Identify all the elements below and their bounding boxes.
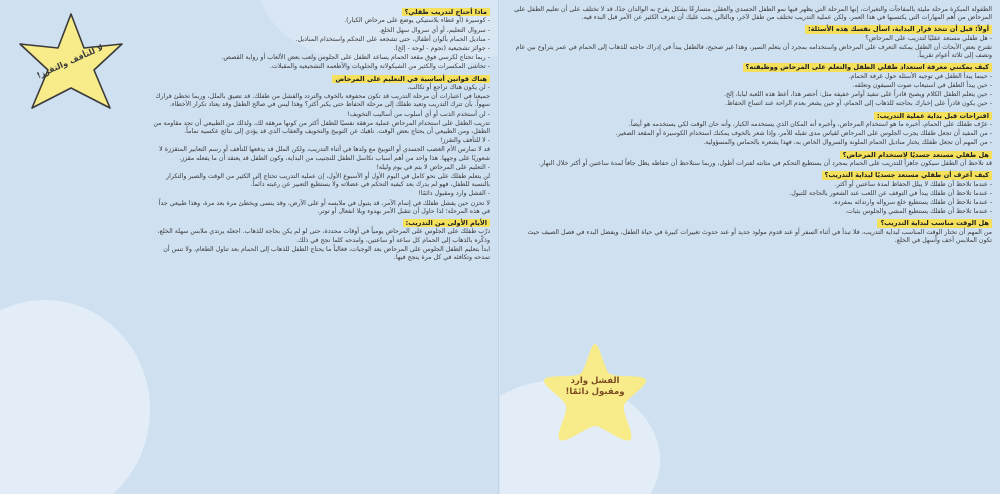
paragraph: - كوسيرة (أو غطاء بلاستيكي يوضع على مرحاض الكبار). [344,17,490,25]
paragraph: - هل طفلي مستعد عقليًا لتدريب على المرحاض؟ [865,34,992,42]
section-heading: كيف يمكنني معرفة استعداد طفلي الطفل والتعلم على المرحاض ووظيفته؟ [743,63,992,71]
tilted-sticker-text: لا للتأفف والتقزز! [35,42,105,81]
paragraph: - تحاشى المكسرات والكثير من الشيكولاتة والحلويات والأطعمة التشجيعية والمقبلات. [269,63,490,71]
paragraph: تدريب الطفل على استخدام المرحاض عملية مرهقة نفسيًا للطفل أكثر من كونها مرهقة لك، ولذلك من الطبيعي أن تجد مقاومة من الطفل، ومن الطبيعي أن يحتاج بعض الوقت. ناهيك عن التوبيخ والتخويف والعقاب الذي قد يؤدي إلى نتائج عكسية تماماً. [153,119,490,136]
section-heading: أولاً: قبل أن تتخذ قرار البداية، اسأل نفسك هذه الأسئلة: [805,25,992,33]
paragraph: قد لا تمارس الأم الغضب الجسدي أو التوبيخ مع ولدها في أثناء التدريب، ولكن الملل قد يدفعها للتأفف أو رسم التعابير المتقززة لا شعوريًا على وجهها. هذا واحد من أهم أسباب تكاسل الطفل للتجنيب من البداية، وكون الطفل قد يعتقد أن ما يفعله مقزز. [159,146,490,162]
section-heading: ماذا أحتاج لتدريب طفلي؟ [402,8,490,16]
right-page [500,0,1000,494]
right-text-column [514,6,992,490]
bottom-sticker-text: الفشل وارد ومقبول دائمًا! [565,376,625,397]
paragraph: - حين يتعلم الطفل الكلام ويصبح قادراً على تنفيذ أوامر خفيفة مثل: أحضر هذا، أعط هذه اللعبة لبابا، إلخ. [723,91,992,99]
left-text-column [150,6,490,490]
paragraph: - سروال التعليم، أو أي سروال سهل الخلع. [379,26,490,34]
paragraph: - لن أستخدم الذنب أو أي أسلوب من أساليب التخويف! [347,110,490,118]
paragraph: الطفولة المبكرة مرحلة مليئة بالمفاجآت والتغيرات، إنها المرحلة التي يظهر فيها نمو الطفل الجسدي والعقلي متسارعًا بشكل يفرح به الوالدان جدًا، قد لا تختلف على أن تعليم الطفل على المرحاض من أهم المهارات التي يكتسبها في هذا العمر، ولكن عملية التدريب تختلف من طفل لآخر، وبالتالي يجب عليك أن تعرف الكثير عن الأمر قبل البدء فيه. [514,6,992,22]
section-heading: الأيام الأولى من التدريب: [403,219,490,227]
paragraph: جميعنا في اعتبارات أن مرحلة التدريب قد تكون محفوفة بالخوف والتردد والفشل من طفلك. قد تضيق بالملل، وربما تخطئ قرارك سهواً. بأن تترك التدريب وتعيد طفلك إلى مرحلة الحفاظ حتى يكبر أكثر؟ وهذا ليس في صالح الطفل وقد يعتاد تكرار الأخطاء. [155,93,490,109]
tilted-star-sticker [12,8,130,126]
paragraph: - مناديل الحمام بألوان أطفال، حتى تشجعه على التحكم واستخدام المناديل. [295,35,490,43]
paragraph: - عندما تلاحظ أن طفلك لا يبلل الحفاظ لمدة ساعتين أو أكثر. [834,180,992,188]
section-heading: هناك قوانين أساسية في التعليم على المرحاض [332,75,490,83]
paragraph: تقترح بعض الأبحاث أن الطفل يمكنه التعرف على المرحاض واستخدامه بمجرد أن يتعلم السير، وهذا غير صحيح، فالطفل يبدأ في إدراك حاجته للذهاب إلى الحمام في عمر يتراوح بين عام ونصف إلى ثلاثة أعوام تقريباً. [515,44,992,60]
paragraph: ابدأ بتعليم الطفل الجلوس على المرحاض بعد الوجبات، فغالباً ما يحتاج الطفل للذهاب إلى الحمام بعد تناول الطعام، ولا تنس أن تمدحه وتكافئه في كل مرة ينجح فيها. [163,245,490,262]
paragraph: - عندما تلاحظ أن طفلك يبدأ في التوقف عن اللعب عند الشعور بالحاجة للتبول. [789,189,992,197]
paragraph: - الفشل وارد ومقبول دائمًا! [418,190,490,198]
paragraph: لن يتعلم طفلك على نحو كامل في اليوم الأول أو الأسبوع الأول، إن عملية التدريب تحتاج إلى الكثير من الوقت والصبر والتكرار بالنسبة للطفل، فهو لم يدرك بعد كيفية التحكم في عضلاته ولا يستطيع التعبير عن رغبته دائماً. [166,173,490,189]
paragraph: - لن يكون هناك تراجع أو تكالب. [407,84,490,92]
paragraph: - ربما تحتاج لكرسي فوق مقعد الحمام يساعد الطفل على الجلوس ولعب بعض الألعاب أو رواية القصص. [221,54,490,62]
section-heading: هل طفلي مستعد جسديًا لاستخدام المرحاض؟ [840,151,992,159]
background-blob [0,300,150,494]
paragraph: - جوائز تشجيعية (نجوم - لوحة - إلخ). [393,45,490,53]
section-heading: هل الوقت مناسب لبداية التدريب؟ [877,219,992,227]
paragraph: - عندما تلاحظ أن طفلك يستطيع المشي والجلوس بثبات. [845,208,992,216]
paragraph: - من المهم أن تجعل طفلك يختار مناديل الحمام الملونة والسروال الخاص به، فهذا يشعره بالحماس والمسؤولية. [703,139,992,147]
paragraph: - حينما يبدأ الطفل في توجيه الأسئلة حول غرفة الحمام. [848,72,992,80]
paragraph: - من المفيد أن تجعل طفلك يجرب الجلوس على المرحاض لقياس مدى تقبله للأمر، وإذا شعر بالخوف يمكنك استخدام الكوسيرة أو المقعد الصغير. [615,130,992,138]
paragraph: - عرّف طفلك على الحمام، أخبره ما هو استخدام المرحاض، وأخبره أنه المكان الذي يستخدمه الكبار، وأنه حان الوقت لكي يستخدمه هو أيضاً. [628,121,992,129]
paragraph: قد تلاحظ أن الطفل سيكون جاهزاً للتدريب على الحمام بمجرد أن يستطيع التحكم في مثانته لفترات أطول، وربما ستلاحظ أن حفاظه يظل جافاً لمدة ساعتين أو أكثر خلال النهار. [538,160,992,168]
paragraph: - لا للتأفف والتقزز! [439,137,490,145]
section-heading: اقتراحات قبل بداية عملية التدريب: [874,112,992,120]
paragraph: درّب طفلك على الجلوس على المرحاض يومياً في أوقات محددة، حتى لو لم يكن بحاجة للذهاب. اجعله يرتدي ملابس سهلة الخلع، وذكّره بالذهاب إلى الحمام كل ساعة أو ساعتين، وامدحه كلما نجح في ذلك. [157,228,490,244]
paragraph: - حين يكون قادراً على إخبارك بحاجته للذهاب إلى الحمام، أو حين يشعر بعدم الراحة عند اتساخ الحفاظ. [725,100,992,108]
paragraph: - التعليم على المرحاض لا يتم في يوم وليلة! [376,163,490,171]
section-heading: كيف أعرف أن طفلي مستعد جسديًا لبداية التدريب؟ [822,171,992,179]
paragraph: - عندما تلاحظ أن طفلك يستطيع خلع سرواله وارتدائه بمفرده. [832,199,992,207]
paragraph: لا تحزن حين يفشل طفلك في إتمام الأمر، قد يتبول في ملابسه أو على الأرض، وقد ينسى ويخطئ مرة بعد مرة، وهذا طبيعي جداً في هذه المرحلة؛ لذا حاول أن تتقبل الأمر بهدوء وبلا انفعال أو توتر. [158,199,490,215]
paragraph: من المهم أن تختار الوقت المناسب لبداية التدريب، فلا تبدأ في أثناء السفر أو عند قدوم مولود جديد أو عند حدوث تغييرات كبيرة في حياة الطفل، ويفضل البدء في فصل الصيف حيث تكون الملابس أخف وأسهل في الخلع. [527,228,992,245]
paragraph: - حين يبدأ الطفل في استيعاب صوت السيفون وتعلقه. [852,82,992,90]
